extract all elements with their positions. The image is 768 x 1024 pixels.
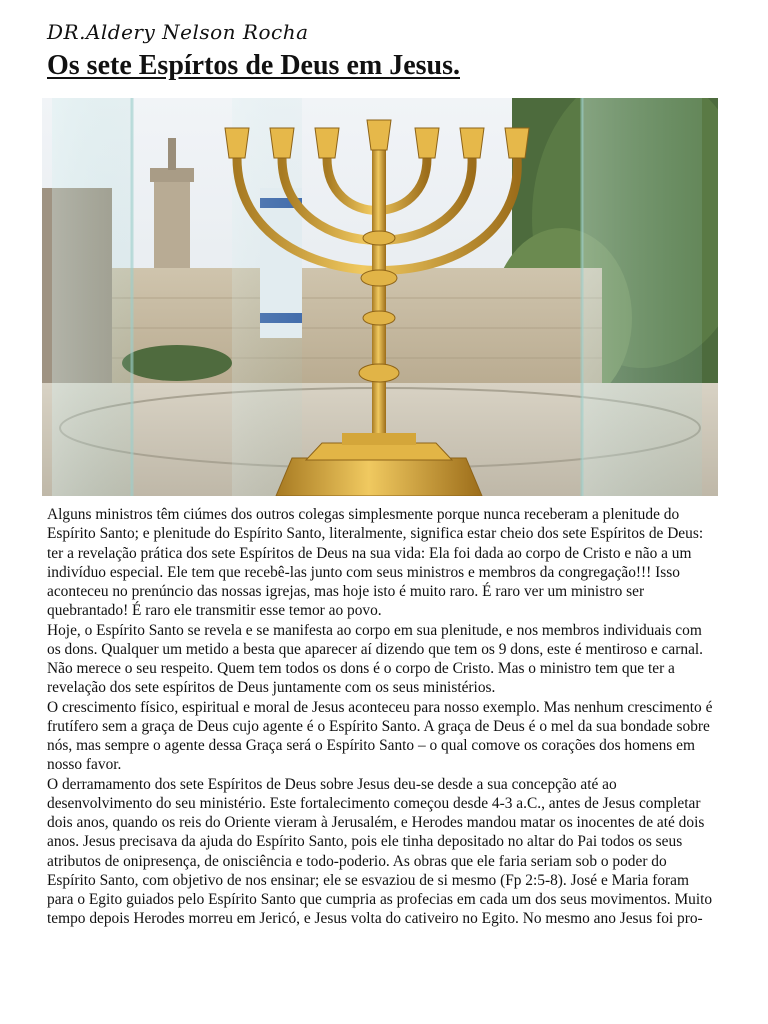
page-title: Os sete Espírtos de Deus em Jesus.	[47, 50, 460, 81]
paragraph: O derramamento dos sete Espíritos de Deus sobre Jesus deu-se desde a sua concepção até ao desenvolvimento do seu ministério. Este fortalecimento começou desde 4-3 a.C., antes de Jesus completar dois anos, quando os reis do Oriente vieram à Jerusalém, e Herodes mandou matar os inocentes de até dois anos. Jesus precisava da ajuda do Espírito Santo, pois ele tinha depositado no altar do Pai todos os seus atributos de onipresença, de onisciência e todo-poderio. As obras que ele faria seriam sob o poder do Espírito Santo, com objetivo de nos ensinar; ele se esvaziou de si mesmo (Fp 2:5-8). José e Maria foram para o Egito guiados pelo Espírito Santo que cumpria as profecias em cada um dos seus movimentos. Muito tempo depois Herodes morreu em Jericó, e Jesus volta do cativeiro no Egito. No mesmo ano Jesus foi pro-	[47, 775, 713, 928]
paragraph: Alguns ministros têm ciúmes dos outros colegas simplesmente porque nunca receberam a plenitude do Espírito Santo; e plenitude do Espírito Santo, literalmente, significa estar cheio dos sete Espíritos de Deus: ter a revelação prática dos sete Espíritos de Deus na sua vida: Ela foi dada ao corpo de Cristo e não a um indivíduo especial. Ele tem que recebê-las junto com seus ministros e membros da congregação!!! Isso aconteceu no prenúncio das nossas igrejas, mas hoje isto é muito raro. É raro ver um ministro ser quebrantado! É raro ele transmitir esse temor ao povo.	[47, 506, 704, 620]
paragraph: Hoje, o Espírito Santo se revela e se manifesta ao corpo em sua plenitude, e nos membros individuais com os dons. Qualquer um metido a besta que aparecer aí dizendo que tem os 9 dons, este é mentiroso e carnal. Não merece o seu respeito. Quem tem todos os dons é o corpo de Cristo. Mas o ministro tem que ter a revelação dos sete espíritos de Deus juntamente com os seus ministérios.	[47, 621, 704, 697]
article-body	[47, 505, 719, 929]
menorah-photo-icon	[42, 98, 718, 496]
author-name: DR.Aldery Nelson Rocha	[47, 20, 309, 44]
paragraph: O crescimento físico, espiritual e moral de Jesus aconteceu para nosso exemplo. Mas nenhum crescimento é frutífero sem a graça de Deus cujo agente é o Espírito Santo. A graça de Deus é o mel da sua bondade sobre nós, mas sempre o agente dessa Graça será o Espírito Santo – o qual comove os corações dos homens em nosso favor.	[47, 698, 713, 774]
